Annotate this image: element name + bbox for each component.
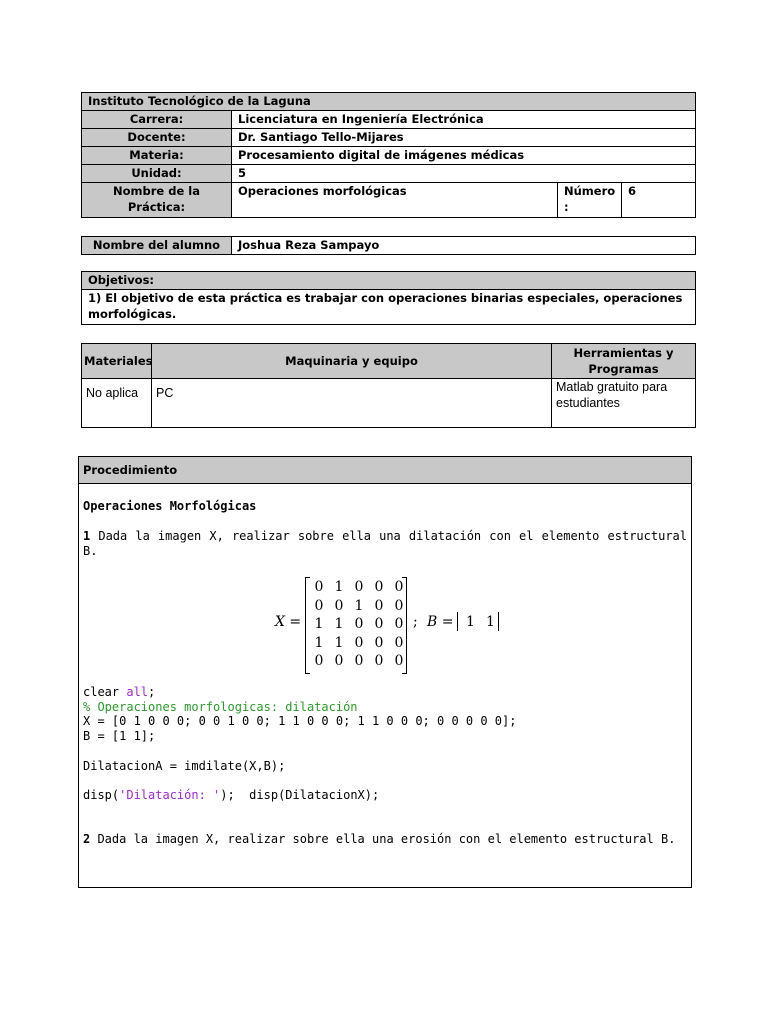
procedure-subtitle: Operaciones Morfológicas <box>83 499 257 513</box>
matrix-cell: 0 <box>394 616 404 632</box>
code-text: clear <box>83 685 127 699</box>
matrix-cell: 0 <box>394 635 404 651</box>
b-cell: 1 <box>466 614 475 630</box>
matrix-cell: 0 <box>354 616 364 632</box>
tools-value: Matlab gratuito para estudiantes <box>552 379 696 428</box>
matrix-cell: 0 <box>374 579 384 595</box>
number-value: 6 <box>622 183 696 218</box>
matrix-cell: 0 <box>354 635 364 651</box>
practice-value: Operaciones morfológicas <box>232 183 558 218</box>
x-label: X = <box>275 614 302 630</box>
code-keyword: all <box>126 685 149 699</box>
tools-header: Herramientas y Programas <box>552 344 696 379</box>
step2-description: Dada la imagen X, realizar sobre ella una erosión con el elemento estructural B. <box>90 832 676 846</box>
code-line-clear <box>83 685 155 700</box>
code-comment: % Operaciones morfologicas: dilatación <box>83 699 358 714</box>
code-line-dilate: DilatacionA = imdilate(X,B); <box>83 759 286 773</box>
b-label: B = <box>427 614 454 630</box>
matrix-cell: 1 <box>314 616 324 632</box>
matrix-cell: 0 <box>334 653 344 669</box>
matrix-cell: 0 <box>374 616 384 632</box>
number-label: Número : <box>558 183 622 218</box>
matrix-cell: 1 <box>334 616 344 632</box>
matrix-cell: 0 <box>314 579 324 595</box>
matrix-cell: 1 <box>334 635 344 651</box>
unit-value: 5 <box>232 165 696 183</box>
code-text: disp( <box>83 788 120 802</box>
step1-text <box>83 529 687 558</box>
matrix-cell: 0 <box>394 653 404 669</box>
practice-label: Nombre de la Práctica: <box>82 183 232 218</box>
code-text: ); disp(DilatacionX); <box>220 788 380 802</box>
matrix-cell: 1 <box>334 579 344 595</box>
teacher-label: Docente: <box>82 129 232 147</box>
matrix-cell: 0 <box>314 653 324 669</box>
unit-label: Unidad: <box>82 165 232 183</box>
matrix-x <box>305 577 407 672</box>
matrix-cell: 0 <box>354 653 364 669</box>
matrix-cell: 0 <box>354 579 364 595</box>
objectives-text: 1) El objetivo de esta práctica es trabajar con operaciones binarias especiales, operaciones morfológicas. <box>82 290 696 325</box>
header-table <box>81 92 696 218</box>
subject-label: Materia: <box>82 147 232 165</box>
teacher-value: Dr. Santiago Tello-Mijares <box>232 129 696 147</box>
student-value: Joshua Reza Sampayo <box>232 237 696 255</box>
code-line-x: X = [0 1 0 0 0; 0 0 1 0 0; 1 1 0 0 0; 1 1 0 0 0; 0 0 0 0 0]; <box>83 714 517 728</box>
matrix-cell: 1 <box>314 635 324 651</box>
matrix-cell: 0 <box>374 635 384 651</box>
matrix-cell: 1 <box>354 598 364 614</box>
matrix-cell: 0 <box>394 598 404 614</box>
matrix-b <box>457 612 499 631</box>
b-cell: 1 <box>486 614 495 630</box>
code-line-b: B = [1 1]; <box>83 728 156 743</box>
matrix-cell: 0 <box>334 598 344 614</box>
machinery-value: PC <box>152 379 552 428</box>
step2-text <box>83 832 687 847</box>
objectives-label: Objetivos: <box>82 272 696 290</box>
student-table <box>81 236 696 255</box>
matrix-cell: 0 <box>374 653 384 669</box>
materials-value: No aplica <box>82 379 152 428</box>
institute-name: Instituto Tecnológico de la Laguna <box>82 93 696 111</box>
materials-header: Materiales <box>82 344 152 379</box>
step1-description: Dada la imagen X, realizar sobre ella una dilatación con el elemento estructural B. <box>83 529 687 558</box>
matrix-formula <box>275 575 515 675</box>
code-line-disp <box>83 788 379 803</box>
code-text: ; <box>148 685 156 699</box>
matrix-cell: 0 <box>374 598 384 614</box>
matrix-cell: 0 <box>394 579 404 595</box>
career-value: Licenciatura en Ingeniería Electrónica <box>232 111 696 129</box>
machinery-header: Maquinaria y equipo <box>152 344 552 379</box>
matrix-cell: 0 <box>314 598 324 614</box>
career-label: Carrera: <box>82 111 232 129</box>
resources-table <box>81 343 696 428</box>
subject-value: Procesamiento digital de imágenes médicas <box>232 147 696 165</box>
procedure-title: Procedimiento <box>79 457 691 484</box>
code-string: 'Dilatación: ' <box>119 788 221 802</box>
matrix-separator: ; <box>413 614 418 630</box>
procedure-section <box>78 456 692 888</box>
step2-number: 2 <box>83 832 91 846</box>
student-label: Nombre del alumno <box>82 237 232 255</box>
objectives-table <box>81 271 696 325</box>
step1-number: 1 <box>83 529 91 543</box>
